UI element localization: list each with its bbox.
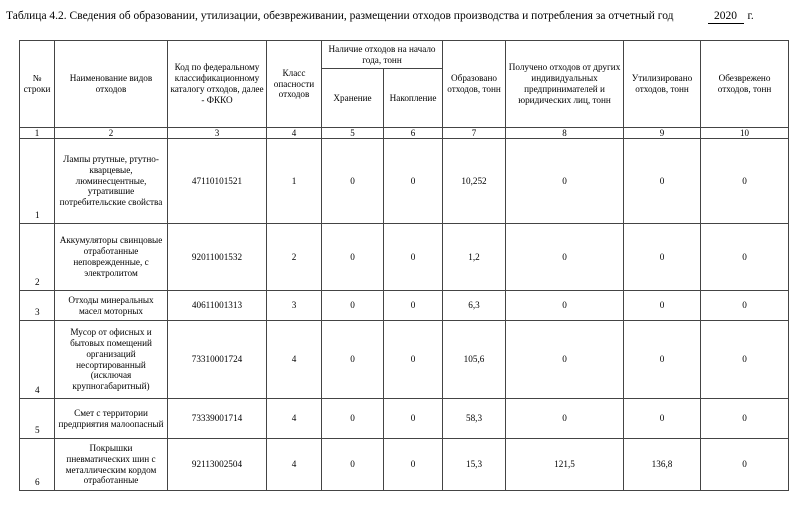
- cell-generated: 58,3: [443, 399, 506, 439]
- cell-waste-name: Отходы минеральных масел моторных: [55, 291, 168, 321]
- cell-storage: 0: [322, 224, 384, 291]
- cell-row-no: 3: [20, 291, 55, 321]
- column-number: 10: [701, 128, 789, 139]
- cell-utilized: 0: [624, 321, 701, 399]
- cell-utilized: 0: [624, 291, 701, 321]
- cell-generated: 6,3: [443, 291, 506, 321]
- header-row-no: № строки: [20, 41, 55, 128]
- cell-hazard-class: 1: [267, 139, 322, 224]
- cell-row-no: 1: [20, 139, 55, 224]
- cell-accumulation: 0: [384, 399, 443, 439]
- cell-waste-name: Аккумуляторы свинцовые отработанные неповрежденные, с электролитом: [55, 224, 168, 291]
- cell-accumulation: 0: [384, 291, 443, 321]
- table-row: [20, 291, 789, 321]
- cell-fkko-code: 40611001313: [168, 291, 267, 321]
- cell-waste-name: Смет с территории предприятия малоопасный: [55, 399, 168, 439]
- cell-fkko-code: 92011001532: [168, 224, 267, 291]
- cell-row-no: 5: [20, 399, 55, 439]
- table-row: [20, 139, 789, 224]
- header-fkko-code: Код по федеральному классификационному каталогу отходов, далее - ФККО: [168, 41, 267, 128]
- cell-row-no: 4: [20, 321, 55, 399]
- table-header: [20, 41, 789, 139]
- cell-received: 0: [506, 291, 624, 321]
- cell-storage: 0: [322, 439, 384, 491]
- cell-storage: 0: [322, 139, 384, 224]
- cell-hazard-class: 2: [267, 224, 322, 291]
- table-row: [20, 439, 789, 491]
- cell-utilized: 0: [624, 224, 701, 291]
- table-body: [20, 139, 789, 491]
- column-number: 9: [624, 128, 701, 139]
- header-neutralized: Обезврежено отходов, тонн: [701, 41, 789, 128]
- column-number: 2: [55, 128, 168, 139]
- table-row: [20, 321, 789, 399]
- column-number: 1: [20, 128, 55, 139]
- cell-fkko-code: 47110101521: [168, 139, 267, 224]
- cell-accumulation: 0: [384, 321, 443, 399]
- caption-year: 2020: [708, 9, 744, 24]
- cell-received: 0: [506, 224, 624, 291]
- header-accumulation: Накопление: [384, 69, 443, 128]
- cell-fkko-code: 92113002504: [168, 439, 267, 491]
- column-number: 8: [506, 128, 624, 139]
- cell-neutralized: 0: [701, 321, 789, 399]
- cell-storage: 0: [322, 399, 384, 439]
- cell-storage: 0: [322, 291, 384, 321]
- caption-text: Таблица 4.2. Сведения об образовании, утилизации, обезвреживании, размещении отходов производства и потребления за отчетный год: [6, 10, 674, 22]
- cell-neutralized: 0: [701, 439, 789, 491]
- cell-neutralized: 0: [701, 139, 789, 224]
- header-hazard-class: Класс опасности отходов: [267, 41, 322, 128]
- header-presence-group: Наличие отходов на начало года, тонн: [322, 41, 443, 69]
- cell-neutralized: 0: [701, 224, 789, 291]
- cell-accumulation: 0: [384, 224, 443, 291]
- column-number: 6: [384, 128, 443, 139]
- header-utilized: Утилизировано отходов, тонн: [624, 41, 701, 128]
- cell-received: 0: [506, 139, 624, 224]
- cell-hazard-class: 3: [267, 291, 322, 321]
- header-storage: Хранение: [322, 69, 384, 128]
- header-received: Получено отходов от других индивидуальных предпринимателей и юридических лиц, тонн: [506, 41, 624, 128]
- caption-year-suffix: г.: [747, 10, 754, 22]
- cell-generated: 15,3: [443, 439, 506, 491]
- header-waste-name: Наименование видов отходов: [55, 41, 168, 128]
- cell-accumulation: 0: [384, 139, 443, 224]
- cell-utilized: 0: [624, 399, 701, 439]
- cell-received: 0: [506, 321, 624, 399]
- cell-storage: 0: [322, 321, 384, 399]
- cell-hazard-class: 4: [267, 439, 322, 491]
- column-number: 7: [443, 128, 506, 139]
- cell-received: 121,5: [506, 439, 624, 491]
- cell-waste-name: Покрышки пневматических шин с металлическим кордом отработанные: [55, 439, 168, 491]
- cell-row-no: 2: [20, 224, 55, 291]
- cell-fkko-code: 73310001724: [168, 321, 267, 399]
- table-row: [20, 399, 789, 439]
- cell-waste-name: Лампы ртутные, ртутно-кварцевые, люминесцентные, утратившие потребительские свойства: [55, 139, 168, 224]
- cell-generated: 105,6: [443, 321, 506, 399]
- column-number: 4: [267, 128, 322, 139]
- waste-table: [19, 40, 789, 491]
- cell-row-no: 6: [20, 439, 55, 491]
- cell-fkko-code: 73339001714: [168, 399, 267, 439]
- cell-neutralized: 0: [701, 399, 789, 439]
- cell-hazard-class: 4: [267, 399, 322, 439]
- cell-utilized: 136,8: [624, 439, 701, 491]
- cell-accumulation: 0: [384, 439, 443, 491]
- cell-waste-name: Мусор от офисных и бытовых помещений организаций несортированный (исключая крупногабаритный): [55, 321, 168, 399]
- cell-generated: 1,2: [443, 224, 506, 291]
- column-number: 5: [322, 128, 384, 139]
- cell-neutralized: 0: [701, 291, 789, 321]
- column-numbers-row: [20, 128, 789, 139]
- table-row: [20, 224, 789, 291]
- cell-generated: 10,252: [443, 139, 506, 224]
- cell-utilized: 0: [624, 139, 701, 224]
- cell-received: 0: [506, 399, 624, 439]
- cell-hazard-class: 4: [267, 321, 322, 399]
- table-caption: [6, 6, 796, 26]
- header-generated: Образовано отходов, тонн: [443, 41, 506, 128]
- column-number: 3: [168, 128, 267, 139]
